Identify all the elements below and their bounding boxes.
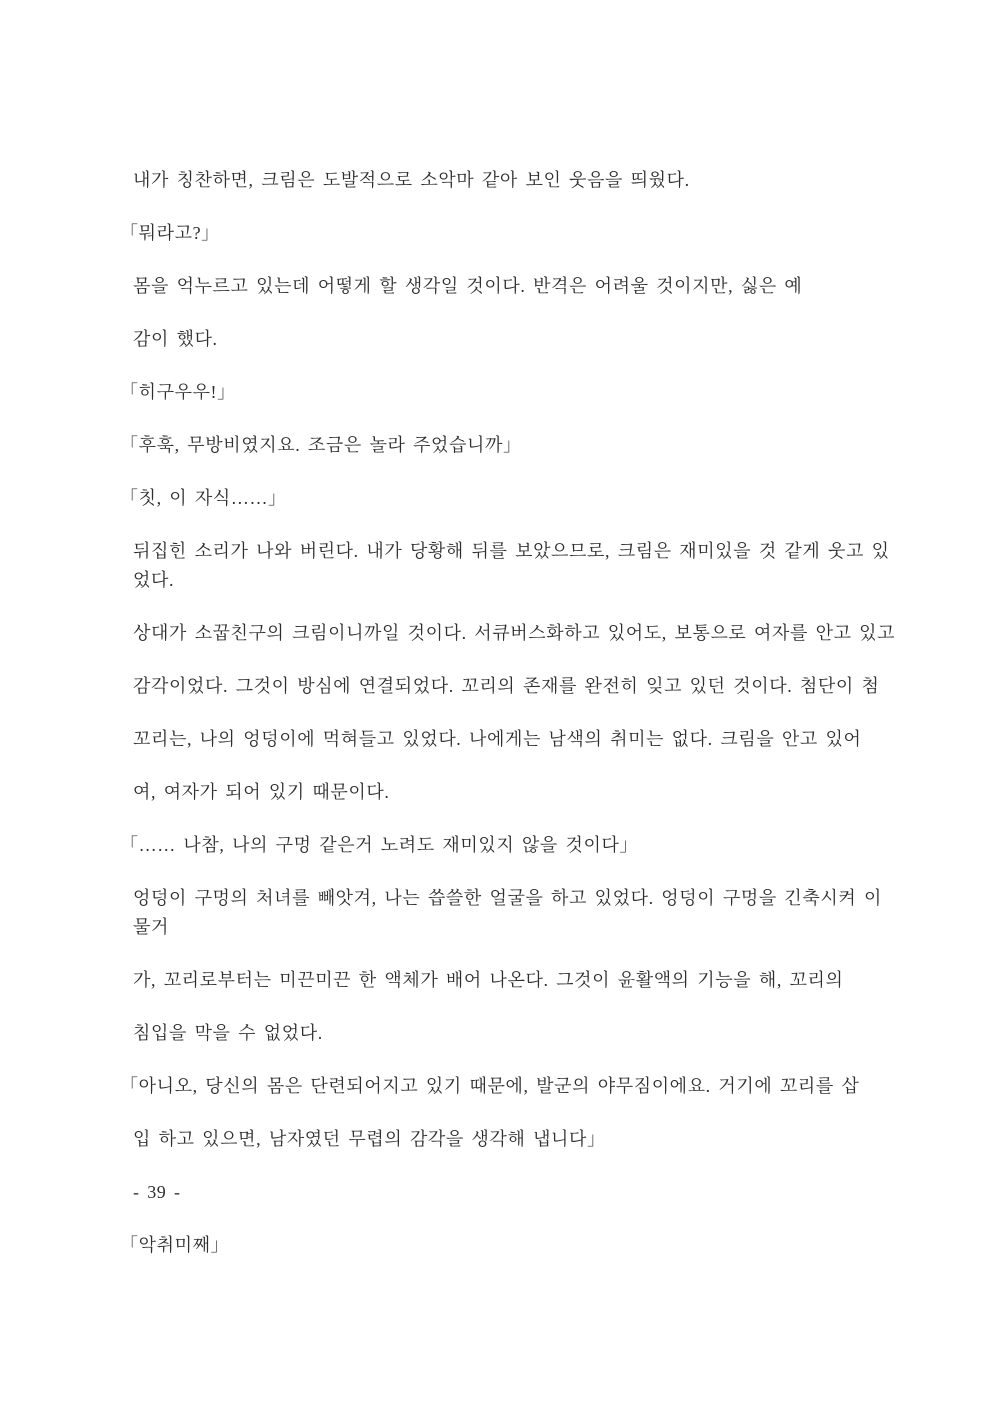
text-content <box>120 166 910 1284</box>
dialogue-paragraph <box>120 1072 910 1101</box>
paragraph <box>120 672 910 701</box>
paragraph <box>120 325 910 354</box>
dialogue-line: 「뭐라고?」 <box>120 223 220 243</box>
text-line: 상대가 소꿉친구의 크림이니까일 것이다. 서큐버스화하고 있어도, 보통으로 여자를 안고 있고 <box>133 623 896 643</box>
dialogue-paragraph <box>120 431 910 460</box>
text-line: 꼬리는, 나의 엉덩이에 먹혀들고 있었다. 나에게는 남색의 취미는 없다. 크림을 안고 있어 <box>133 729 862 749</box>
dialogue-line: 「칫, 이 자식……」 <box>120 488 287 508</box>
dialogue-line: 「후훅, 무방비였지요. 조금은 놀라 주었습니까」 <box>120 435 522 455</box>
dialogue-paragraph <box>120 484 910 513</box>
paragraph <box>120 619 910 648</box>
text-line: 여, 여자가 되어 있기 때문이다. <box>133 782 390 802</box>
text-line: 입 하고 있으면, 남자였던 무렵의 감각을 생각해 냅니다」 <box>133 1129 606 1149</box>
text-line: 내가 칭찬하면, 크림은 도발적으로 소악마 같아 보인 웃음을 띄웠다. <box>133 170 690 190</box>
paragraph <box>120 1019 910 1048</box>
paragraph <box>120 166 910 195</box>
paragraph <box>120 1125 910 1154</box>
paragraph <box>120 884 910 942</box>
dialogue-paragraph <box>120 1231 910 1260</box>
text-line: 뒤집힌 소리가 나와 버린다. 내가 당황해 뒤를 보았으므로, 크림은 재미있을 것 같게 웃고 있 <box>133 541 890 561</box>
dialogue-paragraph <box>120 831 910 860</box>
text-line: 엉덩이 구멍의 처녀를 빼앗겨, 나는 씁쓸한 얼굴을 하고 있었다. 엉덩이 구멍을 긴축시켜 이 <box>133 888 882 908</box>
text-line: 감이 했다. <box>133 329 218 349</box>
text-line: 물거 <box>133 917 169 937</box>
dialogue-line: 「아니오, 당신의 몸은 단련되어지고 있기 때문에, 발군의 야무짐이에요. 거기에 꼬리를 삽 <box>120 1076 860 1096</box>
paragraph <box>120 537 910 595</box>
dialogue-paragraph <box>120 378 910 407</box>
dialogue-line: 「악취미째」 <box>120 1235 230 1255</box>
dialogue-line: 「히구우우!」 <box>120 382 236 402</box>
text-line: 었다. <box>133 570 175 590</box>
text-line: 가, 꼬리로부터는 미끈미끈 한 액체가 배어 나온다. 그것이 윤활액의 기능을 해, 꼬리의 <box>133 970 844 990</box>
page-number-label: - 39 - <box>133 1182 181 1202</box>
dialogue-paragraph <box>120 219 910 248</box>
text-line: 침입을 막을 수 없었다. <box>133 1023 323 1043</box>
dialogue-line: 「…… 나참, 나의 구멍 같은거 노려도 재미있지 않을 것이다」 <box>120 835 639 855</box>
paragraph <box>120 778 910 807</box>
paragraph <box>120 966 910 995</box>
text-line: 감각이었다. 그것이 방심에 연결되었다. 꼬리의 존재를 완전히 잊고 있던 것이다. 첨단이 첨 <box>133 676 880 696</box>
page-number <box>120 1178 910 1207</box>
paragraph <box>120 272 910 301</box>
text-line: 몸을 억누르고 있는데 어떻게 할 생각일 것이다. 반격은 어려울 것이지만, 싫은 예 <box>133 276 803 296</box>
paragraph <box>120 725 910 754</box>
